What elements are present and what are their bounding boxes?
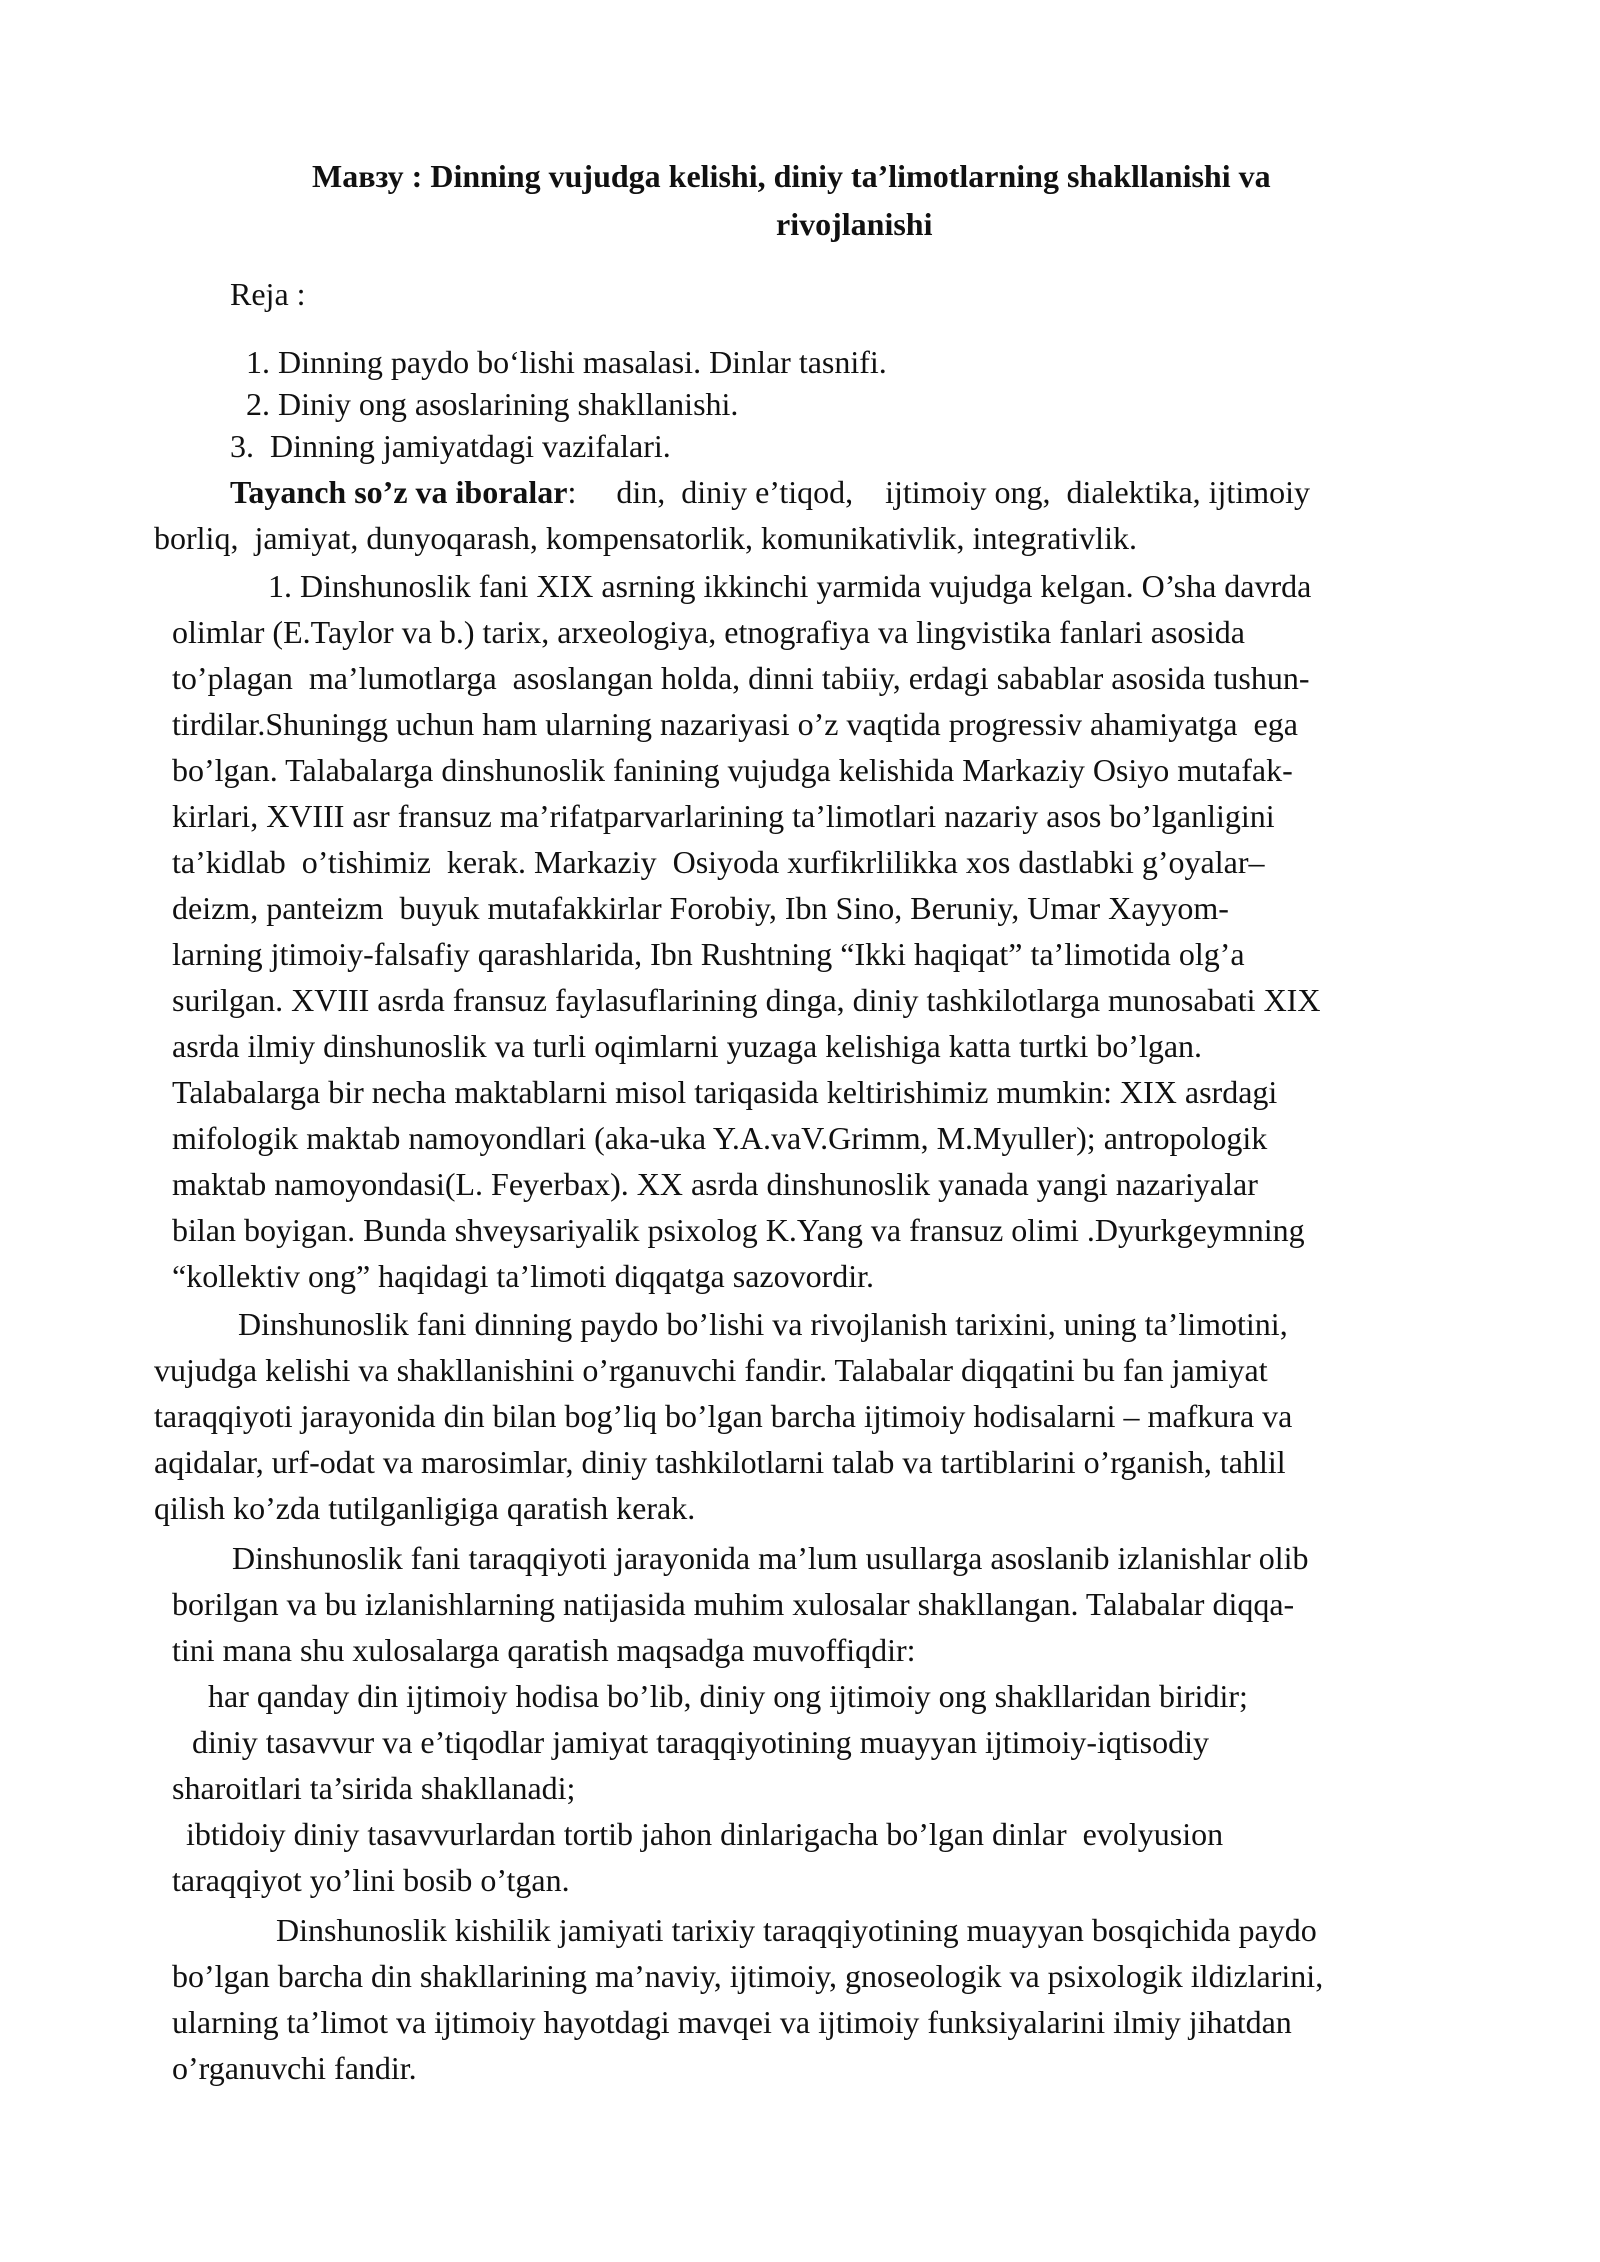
body-line: “kollektiv ong” haqidagi ta’limoti diqqatga sazovordir. [172, 1258, 875, 1294]
body-line: Dinshunoslik fani taraqqiyoti jarayonida ma’lum usullarga asoslanib izlanishlar olib [232, 1540, 1309, 1576]
conclusion-item-continued: taraqqiyot yo’lini bosib o’tgan. [172, 1862, 570, 1898]
body-line: Dinshunoslik kishilik jamiyati tarixiy taraqqiyotining muayyan bosqichida paydo [276, 1912, 1317, 1948]
body-line: tini mana shu xulosalarga qaratish maqsadga muvoffiqdir: [172, 1632, 916, 1668]
body-line: kirlari, XVIII asr fransuz ma’rifatparvarlarining ta’limotlari nazariy asos bo’lganligini [172, 798, 1275, 834]
body-line: surilgan. XVIII asrda fransuz faylasuflarining dinga, diniy tashkilotlarga munosabati XIX [172, 982, 1321, 1018]
body-line: taraqqiyoti jarayonida din bilan bog’liq bo’lgan barcha ijtimoiy hodisalarni – mafkura va [154, 1398, 1293, 1434]
body-line: larning jtimoiy-falsafiy qarashlarida, Ibn Rushtning “Ikki haqiqat” ta’limotida olg’a [172, 936, 1245, 972]
body-line: to’plagan ma’lumotlarga asoslangan holda, dinni tabiiy, erdagi sabablar asosida tushun- [172, 660, 1310, 696]
body-line: Dinshunoslik fani dinning paydo bo’lishi va rivojlanish tarixini, uning ta’limotini, [238, 1306, 1288, 1342]
body-line: asrda ilmiy dinshunoslik va turli oqimlarni yuzaga kelishiga katta turtki bo’lgan. [172, 1028, 1203, 1064]
body-line: ta’kidlab o’tishimiz kerak. Markaziy Osiyoda xurfikrlilikka xos dastlabki g’oyalar– [172, 844, 1265, 880]
body-line: tirdilar.Shuningg uchun ham ularning nazariyasi o’z vaqtida progressiv ahamiyatga ega [172, 706, 1298, 742]
page-title: Мавзу : Dinning vujudga kelishi, diniy ta’limotlarning shakllanishi va [312, 158, 1271, 194]
keywords-list-continued: borliq, jamiyat, dunyoqarash, kompensatorlik, komunikativlik, integrativlik. [154, 520, 1137, 556]
conclusion-item: diniy tasavvur va e’tiqodlar jamiyat taraqqiyotining muayyan ijtimoiy-iqtisodiy [192, 1724, 1209, 1760]
body-line: maktab namoyondasi(L. Feyerbax). XX asrda dinshunoslik yanada yangi nazariyalar [172, 1166, 1258, 1202]
body-line: ularning ta’limot va ijtimoiy hayotdagi mavqei va ijtimoiy funksiyalarini ilmiy jihatdan [172, 2004, 1292, 2040]
body-line: borilgan va bu izlanishlarning natijasida muhim xulosalar shakllangan. Talabalar diqqa- [172, 1586, 1295, 1622]
plan-heading: Reja : [230, 276, 306, 312]
body-line: qilish ko’zda tutilganligiga qaratish kerak. [154, 1490, 696, 1526]
body-line: 1. Dinshunoslik fani XIX asrning ikkinchi yarmida vujudga kelgan. O’sha davrda [268, 568, 1312, 604]
body-line: mifologik maktab namoyondlari (aka-uka Y.A.vaV.Grimm, M.Myuller); antropologik [172, 1120, 1268, 1156]
plan-item: 3. Dinning jamiyatdagi vazifalari. [230, 428, 671, 464]
body-line: olimlar (E.Taylor va b.) tarix, arxeologiya, etnografiya va lingvistika fanlari asosida [172, 614, 1245, 650]
body-line: o’rganuvchi fandir. [172, 2050, 417, 2086]
body-line: bo’lgan. Talabalarga dinshunoslik fanining vujudga kelishida Markaziy Osiyo mutafak- [172, 752, 1293, 788]
body-line: bo’lgan barcha din shakllarining ma’naviy, ijtimoiy, gnoseologik va psixologik ildizlarini, [172, 1958, 1324, 1994]
body-line: aqidalar, urf-odat va marosimlar, diniy tashkilotlarni talab va tartiblarini o’rganish, tahlil [154, 1444, 1286, 1480]
body-line: bilan boyigan. Bunda shveysariyalik psixolog K.Yang va fransuz olimi .Dyurkgeymning [172, 1212, 1305, 1248]
keywords-colon: : [567, 474, 577, 510]
conclusion-item: ibtidoiy diniy tasavvurlardan tortib jahon dinlarigacha bo’lgan dinlar evolyusion [186, 1816, 1224, 1852]
body-line: vujudga kelishi va shakllanishini o’rganuvchi fandir. Talabalar diqqatini bu fan jamiyat [154, 1352, 1268, 1388]
keywords-list: din, diniy e’tiqod, ijtimoiy ong, dialektika, ijtimoiy [576, 474, 1310, 510]
body-line: deizm, panteizm buyuk mutafakkirlar Forobiy, Ibn Sino, Beruniy, Umar Xayyom- [172, 890, 1229, 926]
conclusion-item: har qanday din ijtimoiy hodisa bo’lib, diniy ong ijtimoiy ong shakllaridan biridir; [208, 1678, 1248, 1714]
body-line: Talabalarga bir necha maktablarni misol tariqasida keltirishimiz mumkin: XIX asrdagi [172, 1074, 1278, 1110]
conclusion-item-continued: sharoitlari ta’sirida shakllanadi; [172, 1770, 576, 1806]
page-title-continued: rivojlanishi [776, 206, 933, 242]
keywords-line [230, 472, 1310, 512]
keywords-label: Tayanch so’z va iboralar [230, 474, 568, 510]
plan-item: 2. Diniy ong asoslarining shakllanishi. [246, 386, 739, 422]
plan-item: 1. Dinning paydo bo‘lishi masalasi. Dinlar tasnifi. [246, 344, 887, 380]
